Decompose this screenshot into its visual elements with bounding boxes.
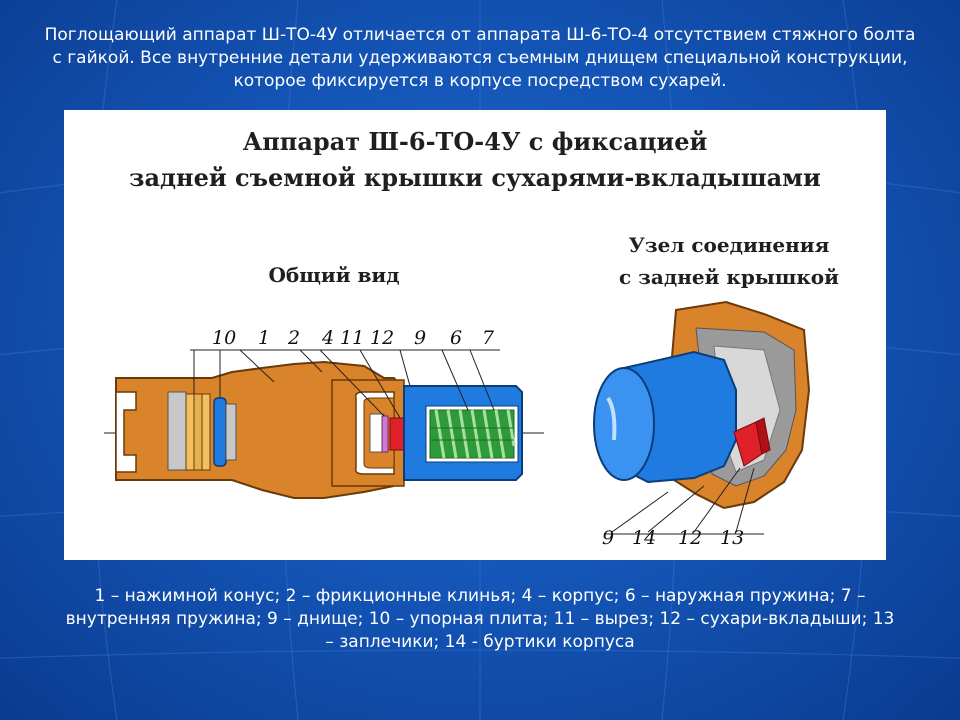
callout-joint-12: 12 xyxy=(678,527,703,549)
callout-1: 1 xyxy=(258,327,271,349)
callout-11: 11 xyxy=(340,327,365,349)
diagram-subtitle: задней съемной крышки сухарями-вкладышами xyxy=(129,163,821,192)
callout-7: 7 xyxy=(482,327,495,349)
diagram-panel xyxy=(64,110,886,560)
joint-title-line1: Узел соединения xyxy=(628,233,830,257)
diagram-title: Аппарат Ш-6-ТО-4У с фиксацией xyxy=(242,127,708,156)
callout-10: 10 xyxy=(212,327,237,349)
callout-4: 4 xyxy=(322,327,335,349)
general-view-label: Общий вид xyxy=(268,263,400,287)
joint-title-line2: с задней крышкой xyxy=(619,265,839,289)
joint-detail-drawing xyxy=(594,302,809,534)
callout-12: 12 xyxy=(370,327,395,349)
callout-joint-9: 9 xyxy=(602,527,615,549)
callout-joint-14: 14 xyxy=(632,527,657,549)
general-view-drawing xyxy=(104,362,544,498)
callout-2: 2 xyxy=(288,327,301,349)
legend-text: 1 – нажимной конус; 2 – фрикционные клинья; 4 – корпус; 6 – наружная пружина; 7 – внутренняя пружина; 9 – днище; 10 – упорная плита; 11 – вырез; 12 – сухари-вкладыши; 13 – заплечики; 14 - буртики корпуса xyxy=(65,586,895,652)
callout-6: 6 xyxy=(450,327,463,349)
intro-text: Поглощающий аппарат Ш-ТО-4У отличается от аппарата Ш-6-ТО-4 отсутствием стяжного болта с гайкой. Все внутренние детали удерживаются съемным днищем специальной конструкции, которое фиксируется в корпусе посредством сухарей. xyxy=(44,25,916,91)
callout-joint-13: 13 xyxy=(720,527,745,549)
callout-9: 9 xyxy=(414,327,427,349)
